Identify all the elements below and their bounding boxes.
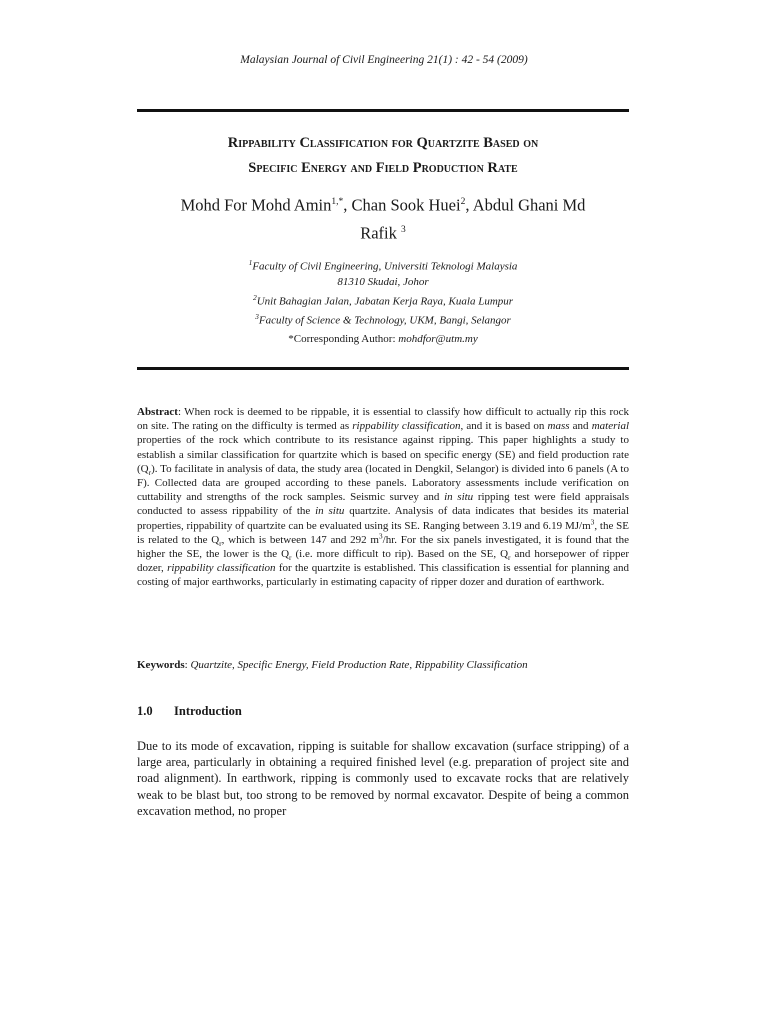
abstract-label: Abstract [137, 406, 178, 418]
intro-paragraph: Due to its mode of excavation, ripping is suitable for shallow excavation (surface stripping) of a large area, particularly in obtaining a required finished level (e.g. preparation of project site and road alignment). In earthwork, ripping is commonly used to excavate rocks that are relatively weak to be blast but, too strong to be removed by normal excavator. Despite of being a common excavation method, no proper [137, 739, 629, 818]
author-list [137, 190, 629, 245]
title-line-1: Rippability Classification for Quartzite Based on [227, 135, 539, 151]
title-line-2: Specific Energy and Field Production Rate [248, 160, 518, 176]
author-3-sup: 3 [401, 224, 406, 235]
journal-header: Malaysian Journal of Civil Engineering 21(1) : 42 - 54 (2009) [240, 54, 528, 66]
keywords-list: Quartzite, Specific Energy, Field Production Rate, Rippability Classification [190, 659, 528, 671]
abstract: Abstract: When rock is deemed to be rippable, it is essential to classify how difficult to actually rip this rock on site. The rating on the difficulty is termed as rippability classification, and it is based on mass and material properties of the rock which contribute to its resistance against ripping. This paper highlights a study to establish a similar classification for quartzite which is based on specific energy (SE) and field production rate $(Q_r)$. To facilitate in analysis of data, the study area (located in Dengkil, Selangor) is divided into 6 panels (A to F). Collected data are grouped according to these panels. Laboratory assessments include verification on cuttability and strengths of the rock samples. Seismic survey and in situ ripping test were field appraisals conducted to assess rippability of the in situ quartzite. Analysis of data indicates that besides its material properties, rippability of quartzite can be evaluated using its SE. Ranging between 3.19 and 6.19 $MJ/m^3$, the SE is related to the $Q_r$, which is between 147 and 292 $m^3/hr$. For the six panels investigated, it is found that the higher the SE, the lower is the $Q_r$ (i.e. more difficult to rip). Based on the SE, $Q_r$ and horsepower of ripper dozer, rippability classification for the quartzite is established. This classification is essential for planning and costing of major earthworks, particularly in estimating capacity of ripper dozer and duration of earthwork. [137, 406, 629, 589]
keywords: Keywords: Quartzite, Specific Energy, Field Production Rate, Rippability Classification [137, 659, 528, 671]
corresponding-email[interactable]: mohdfor@utm.my [398, 333, 478, 345]
author-2-sup: 2 [460, 197, 466, 207]
affiliation-1: $^1$Faculty of Civil Engineering, Universiti Teknologi Malaysia [248, 258, 518, 273]
bottom-rule [137, 367, 629, 370]
author-3-part1: Abdul Ghani Md [472, 195, 586, 215]
section-number: 1.0 [137, 704, 153, 718]
affiliations [137, 255, 629, 329]
section-heading [137, 704, 629, 719]
author-line-2 [137, 218, 629, 246]
author-1: Mohd For Mohd Amin [180, 195, 332, 215]
affiliation-3: $^3$Faculty of Science & Technology, UKM, Bangi, Selangor [255, 312, 511, 327]
author-1-sup: 1,* [331, 197, 344, 207]
author-line-1: Mohd For Mohd Amin$^{1,*}$, Chan Sook Huei$^2$, Abdul Ghani Md [180, 195, 586, 215]
affiliation-2: $^2$Unit Bahagian Jalan, Jabatan Kerja Raya, Kuala Lumpur [252, 292, 514, 308]
section-title: Introduction [174, 704, 242, 718]
author-2: Chan Sook Huei [351, 195, 461, 215]
affiliation-1-address: 81310 Skudai, Johor [337, 275, 429, 288]
paper-title [137, 131, 629, 181]
corresponding-author: *Corresponding Author: mohdfor@utm.my [288, 333, 478, 345]
top-rule [137, 109, 629, 112]
keywords-label: Keywords [137, 659, 185, 671]
author-3-part2: Rafik [360, 223, 402, 242]
